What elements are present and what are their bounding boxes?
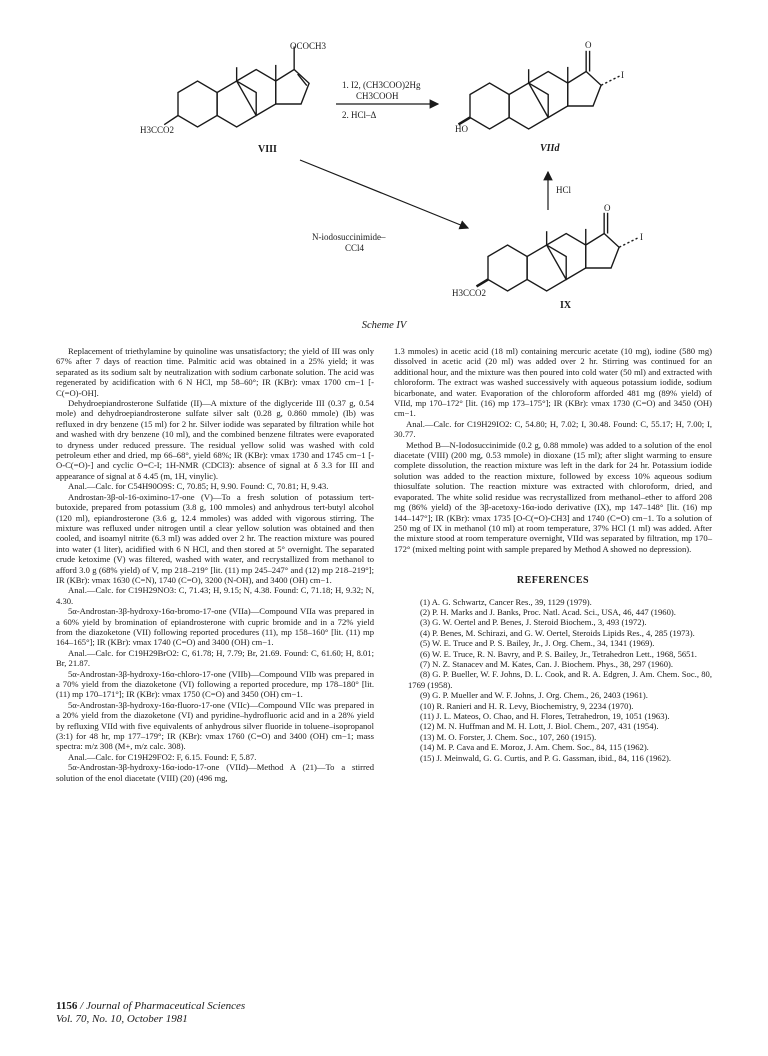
journal-issue: Vol. 70, No. 10, October 1981 <box>56 1013 188 1025</box>
structure-ix <box>477 213 638 291</box>
paragraph: Anal.—Calc. for C19H29NO3: C, 71.43; H, 9.15; N, 4.38. Found: C, 71.18; H, 9.32; N, 4.30. <box>56 585 374 606</box>
reference-item: (2) P. H. Marks and J. Banks, Proc. Natl. Acad. Sci., USA, 46, 447 (1960). <box>420 606 676 617</box>
reference-item: (15) J. Meinwald, G. G. Curtis, and P. G. Gassman, ibid., 84, 116 (1962). <box>420 752 672 763</box>
compound-viid-label: VIId <box>540 143 560 154</box>
paragraph: Anal.—Calc. for C54H90O9S: C, 70.85; H, 9.90. Found: C, 70.81; H, 9.43. <box>68 481 329 492</box>
right-column <box>394 346 712 763</box>
reagent-nis-solvent: CCl4 <box>345 243 365 253</box>
compound-ix-label: IX <box>560 300 572 311</box>
journal-name: Journal of Pharmaceutical Sciences <box>85 1000 246 1012</box>
viid-hydroxy-label: HO <box>455 124 468 134</box>
structure-viid <box>459 51 620 129</box>
paragraph: Dehydroepiandrosterone Sulfatide (II)—A mixture of the diglyceride III (0.37 g, 0.54 mole) and dehydroepiandrosterone sulfate silver salt (0.28 g, 0.860 mmole) (Ib) was refluxed in dry benzene (15 ml) for 2 hr. Silver iodide was separated by filtration while hot and washed with dry benzene (10 ml), and the combined benzene filtrates were evaporated to dryness under reduced pressure. The residual yellow solid was washed with cold petroleum ether and dried, mp 66–68°, yield 68%; IR (KBr): νmax 1730 and 1745 cm−1 [-O-C(=O)-] and cyclic O=C-I; 1H-NMR (CDCl3): absence of signal at δ 3.3 for III and appearance of signal at δ 4.45 (m, 1H, vinylic). <box>56 398 374 481</box>
reagent-step1: 1. I2, (CH3COO)2Hg <box>342 80 421 90</box>
arrow-viii-to-ix <box>300 160 468 228</box>
left-column <box>56 346 374 783</box>
paragraph: 1.3 mmoles) in acetic acid (18 ml) containing mercuric acetate (10 mg), iodine (580 mg) dissolved in acetic acid (20 ml) was added over 2 hr. Stirring was continued for an additional hour, and the mixture was then poured into cold water (50 ml) and extracted with chloroform. The extract was washed successively with aqueous potassium iodide, sodium bicarbonate, and water. Evaporation of the chloroform afforded 481 mg (89% yield) of VIId, mp 170–172° [lit. (16) mp 173–175°]; IR (KBr): νmax 1730 (C=O) and 3450 (OH) cm−1. <box>394 346 712 419</box>
paragraph: Anal.—Calc. for C19H29BrO2: C, 61.78; H, 7.79; Br, 21.69. Found: C, 61.60; H, 8.01; Br, 21.87. <box>56 647 374 669</box>
paragraph: 5α-Androstan-3β-hydroxy-16α-bromo-17-one (VIIa)—Compound VIIa was prepared in a 60% yield by bromination of epiandrosterone with cupric bromide and in a 72% yield from the diazoketone (VII) following reported procedures (11), mp 158–160° [lit. (11) mp 164–165°]; IR (KBr): νmax 1740 (C=O) and 3400 (OH) cm−1. <box>56 606 374 648</box>
reaction-scheme <box>0 0 768 340</box>
reference-item: (3) G. W. Oertel and P. Benes, J. Steroid Biochem., 3, 493 (1972). <box>420 617 647 628</box>
scheme-drawing <box>0 0 768 340</box>
paragraph: Method B—N-Iodosuccinimide (0.2 g, 0.88 mmole) was added to a solution of the enol diacetate (VIII) (200 mg, 0.53 mmole) in dioxane (15 ml); after slight warming to ensure complete dissolution, the reaction mixture was left in the dark for 24 hr. Potassium iodide solution was added to the reaction mixture, followed by excess 10% aqueous sodium thiosulfate solution. The reaction mixture was extracted with chloroform, dried, and evaporated. The white solid residue was recrystallized from methanol–ether to afford 208 mg (86% yield) of the 3β-acetoxy-16α-iodo derivative (IX), mp 147–148° [lit. (16) mp 144–147°]; IR (KBr): νmax 1735 [O-C(=O)-CH3] and 1740 (C=O) cm−1. To a solution of 250 mg of IX in methanol (10 ml) at room temperature, 37% HCl (1 ml) was added. After the mixture stood at room temperature overnight, VIId was separated by filtration, mp 170–172° (mixed melting point with sample prepared by Method A showed no depression). <box>394 439 712 554</box>
compound-viii-label: VIII <box>258 144 277 155</box>
paragraph: Androstan-3β-ol-16-oximino-17-one (V)—To a fresh solution of potassium tert-butoxide, prepared from potassium (3.8 g, 100 mmoles) and anhydrous tert-butyl alcohol (120 ml), epiandrosterone (3.6 g, 12.4 mmoles) was added with vigorous stirring. The mixture was refluxed under nitrogen until a clear yellow solution was obtained and then cooled, and isoamyl nitrite (6.3 ml) was added over 2 hr. The reaction mixture was poured into water (1 liter), acidified with 6 N HCl, and then stored at 5° overnight. The separated crude ketoxime (V) was filtered, washed with water, and recrystallized from methanol to afford 3.0 g (68% yield) of V, mp 218–219° [lit. (11) mp 245–247° and (12) mp 218–219°]; IR (KBr): νmax 1630 (C=N), 1740 (C=O), 3200 (N-OH), and 3400 (OH) cm−1. <box>56 491 374 585</box>
viid-keto-label: O <box>585 40 592 50</box>
reference-item: (6) W. E. Truce, R. N. Bavry, and P. S. Bailey, Jr., Tetrahedron Lett., 1968, 5651. <box>420 648 697 659</box>
reagent-hcl: HCl <box>556 185 572 195</box>
page-number: 1156 <box>56 1000 78 1012</box>
reference-item: (7) N. Z. Stanacev and M. Kates, Can. J. Biochem. Phys., 38, 297 (1960). <box>420 658 673 669</box>
paragraph: 5α-Androstan-3β-hydroxy-16α-iodo-17-one (VIId)—Method A (21)—To a stirred solution of the enol diacetate (VIII) (20) (496 mg, <box>56 762 374 783</box>
viii-top-substituent: OCOCH3 <box>290 41 327 51</box>
ix-keto-label: O <box>604 203 611 213</box>
reference-item: (4) P. Benes, M. Schirazi, and G. W. Oertel, Steroids Lipids Res., 4, 285 (1973). <box>420 627 695 638</box>
viii-left-substituent: H3CCO2 <box>140 125 175 135</box>
reference-item: (14) M. P. Cava and E. Moroz, J. Am. Chem. Soc., 84, 115 (1962). <box>420 742 649 753</box>
reference-item: (1) A. G. Schwartz, Cancer Res., 39, 1129 (1979). <box>420 596 592 607</box>
viid-iodo-label: I <box>621 70 624 80</box>
paragraph: 5α-Androstan-3β-hydroxy-16α-fluoro-17-one (VIIc)—Compound VIIc was prepared in a 20% yield from the diazoketone (VI) and pyridine–hydrofluoric acid and in a 28% yield by refluxing VIId with five equivalents of anhydrous silver fluoride in toluene–isopropanol (3:1) for 48 hr, mp 177–179°; IR (KBr): νmax 1760 (C=O) and 3400 (OH) cm−1; mass spectra: m/z 308 (M+, m/z calc. 308). <box>56 699 374 752</box>
reference-item: (12) M. N. Huffman and M. H. Lott, J. Biol. Chem., 207, 431 (1954). <box>420 721 659 732</box>
ix-left-substituent: H3CCO2 <box>452 288 487 298</box>
references-heading: REFERENCES <box>516 575 590 587</box>
reference-item: (9) G. P. Mueller and W. F. Johns, J. Org. Chem., 26, 2403 (1961). <box>420 690 648 701</box>
paragraph: Anal.—Calc. for C19H29FO2: F, 6.15. Found: F, 5.87. <box>68 751 257 762</box>
page-footer: 1156 / Journal of Pharmaceutical Sciences Vol. 70, No. 10, October 1981 <box>56 1000 246 1025</box>
scheme-caption: Scheme IV <box>361 320 407 331</box>
reference-item: (11) J. L. Mateos, O. Chao, and H. Flores, Tetrahedron, 19, 1051 (1963). <box>420 711 670 721</box>
paragraph: 5α-Androstan-3β-hydroxy-16α-chloro-17-one (VIIb)—Compound VIIb was prepared in a 70% yield from the diazoketone (VI) following a reported procedure, mp 178–180° [lit. (11) mp 170–171°]; IR (KBr): νmax 1750 (C=O) and 3450 (OH) cm−1. <box>56 668 374 700</box>
reference-item: (10) R. Ranieri and H. R. Levy, Biochemistry, 9, 2234 (1970). <box>420 700 634 711</box>
paragraph: Anal.—Calc. for C19H29IO2: C, 54.80; H, 7.02; I, 30.48. Found: C, 55.17; H, 7.00; I, 30.77. <box>394 418 712 440</box>
reagent-step1b: CH3COOH <box>356 91 399 101</box>
reagent-step2: 2. HCl–Δ <box>342 110 377 120</box>
reference-item: (5) W. E. Truce and P. S. Bailey, Jr., J. Org. Chem., 34, 1341 (1969). <box>420 638 655 649</box>
ix-iodo-label: I <box>640 232 643 242</box>
paragraph: Replacement of triethylamine by quinoline was unsatisfactory; the yield of III was only 67% after 7 days of reaction time. Palmitic acid was obtained in a 25% yield; it was separated as its sodium salt by neutralization with sodium carbonate solution. The acid was regenerated by acidification with 6 N HCl, mp 58–60°; IR (KBr): νmax 1700 cm−1 [-C(=O)-OH]. <box>56 346 374 398</box>
reference-item: (8) G. P. Bueller, W. F. Johns, D. L. Cook, and R. A. Edgren, J. Am. Chem. Soc., 80, 1769 (1958). <box>408 669 712 690</box>
reference-list <box>394 597 712 764</box>
reference-item: (13) M. O. Forster, J. Chem. Soc., 107, 260 (1915). <box>420 731 597 742</box>
structure-viii <box>164 47 309 128</box>
reagent-nis: N-iodosuccinimide– <box>312 232 386 242</box>
